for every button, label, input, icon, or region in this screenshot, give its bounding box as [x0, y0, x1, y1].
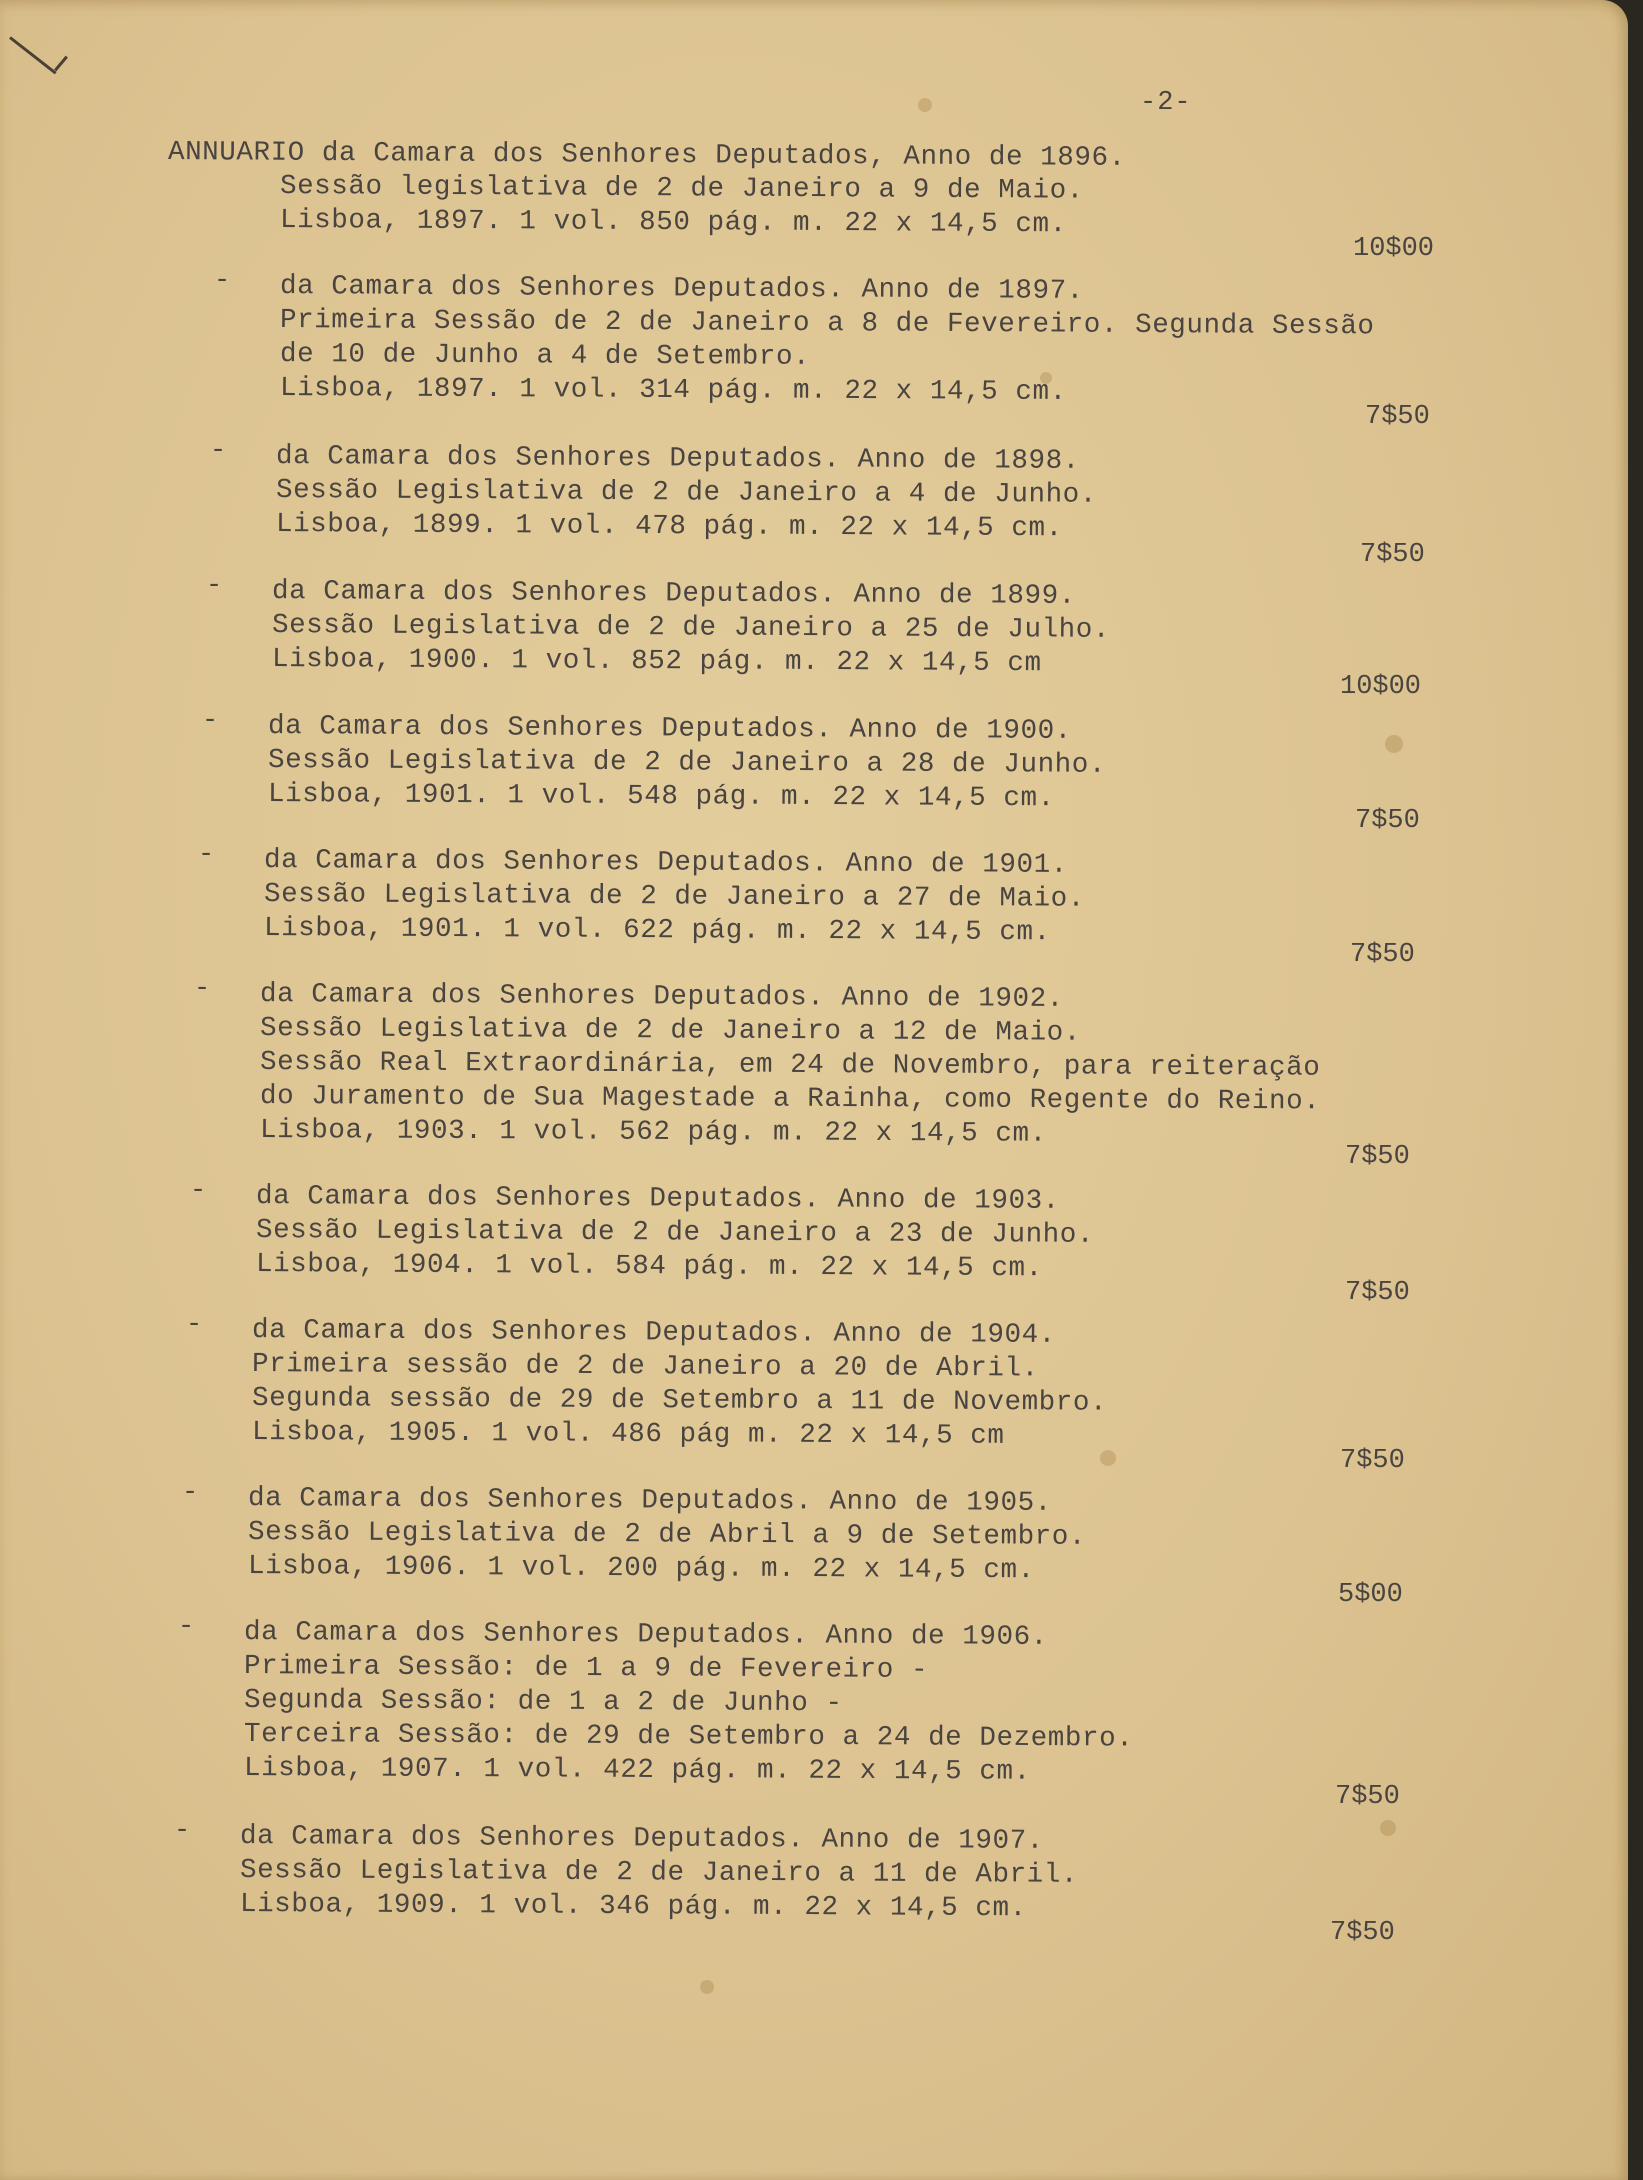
entry-detail-line: Lisboa, 1900. 1 vol. 852 pág. m. 22 x 14,5 cm — [271, 644, 1042, 680]
entry-detail-line: Lisboa, 1906. 1 vol. 200 pág. m. 22 x 14,5 cm. — [247, 1551, 1035, 1587]
entry-detail-line: Sessão Legislativa de 2 de Janeiro a 12 de Maio. — [259, 1013, 1082, 1049]
ditto-dash: - — [206, 571, 223, 601]
entry-detail-line: Primeira sessão de 2 de Janeiro a 20 de Abril. — [251, 1349, 1039, 1385]
entry-price: 7$50 — [1350, 940, 1415, 970]
entry-price: 7$50 — [1360, 540, 1425, 570]
entry-detail-line: Lisboa, 1907. 1 vol. 422 pág. m. 22 x 14,5 cm. — [243, 1753, 1031, 1788]
entry-title-line: da Camara dos Senhores Deputados. Anno de 1902. — [259, 979, 1064, 1015]
entry-detail-line: Lisboa, 1897. 1 vol. 314 pág. m. 22 x 14,5 cm. — [279, 373, 1067, 408]
entry-detail-line: Lisboa, 1901. 1 vol. 548 pág. m. 22 x 14,5 cm. — [267, 779, 1055, 815]
entry-detail-line: Terceira Sessão: de 29 de Setembro a 24 de Dezembro. — [243, 1719, 1134, 1755]
entry-title-line: da Camara dos Senhores Deputados. Anno de 1903. — [255, 1181, 1060, 1217]
entry-price: 7$50 — [1340, 1446, 1405, 1476]
entry-detail-line: Sessão Legislativa de 2 de Janeiro a 28 de Junho. — [267, 745, 1107, 781]
entry-title-line: da Camara dos Senhores Deputados. Anno de 1905. — [247, 1483, 1052, 1519]
entry-detail-line: Sessão Legislativa de 2 de Janeiro a 27 de Maio. — [263, 879, 1086, 915]
ditto-dash: - — [202, 706, 219, 736]
entry-detail-line: de 10 de Junho a 4 de Setembro. — [279, 339, 811, 373]
corner-fold-mark — [54, 56, 68, 72]
entry-detail-line: Sessão Legislativa de 2 de Janeiro a 23 de Junho. — [255, 1215, 1095, 1251]
entry-detail-line: Lisboa, 1899. 1 vol. 478 pág. m. 22 x 14,5 cm. — [275, 509, 1063, 545]
entry-title-line: da Camara dos Senhores Deputados. Anno de 1900. — [267, 711, 1072, 747]
ditto-dash: - — [214, 266, 231, 296]
entry-price: 10$00 — [1353, 234, 1435, 264]
entry-detail-line: Lisboa, 1901. 1 vol. 622 pág. m. 22 x 14,5 cm. — [263, 913, 1051, 949]
entry-title-line: da Camara dos Senhores Deputados. Anno de 1906. — [243, 1617, 1048, 1653]
entry-price: 7$50 — [1345, 1278, 1410, 1308]
entry-detail-line: Primeira Sessão de 2 de Janeiro a 8 de Fevereiro. Segunda Sessão — [279, 305, 1375, 343]
entry-detail-line: Segunda Sessão: de 1 a 2 de Junho - — [243, 1685, 843, 1720]
entry-price: 10$00 — [1340, 672, 1422, 702]
ditto-dash: - — [194, 974, 211, 1004]
entry-price: 7$50 — [1365, 402, 1430, 432]
page-number: -2- — [1140, 88, 1192, 118]
entry-detail-line: Lisboa, 1903. 1 vol. 562 pág. m. 22 x 14,5 cm. — [259, 1115, 1047, 1150]
ditto-dash: - — [186, 1310, 203, 1340]
ditto-dash: - — [174, 1816, 191, 1846]
ditto-dash: - — [210, 436, 227, 466]
entry-price: 7$50 — [1345, 1142, 1410, 1172]
entry-title-line: da Camara dos Senhores Deputados. Anno de 1898. — [275, 441, 1080, 477]
entry-detail-line: Sessão Legislativa de 2 de Abril a 9 de Setembro. — [247, 1517, 1087, 1553]
entry-title-line: da Camara dos Senhores Deputados. Anno de 1907. — [239, 1821, 1044, 1857]
entry-title-line: da Camara dos Senhores Deputados. Anno de 1899. — [271, 576, 1076, 612]
entry-detail-line: Segunda sessão de 29 de Setembro a 11 de Novembro. — [251, 1383, 1108, 1419]
entry-detail-line: Sessão Real Extraordinária, em 24 de Novembro, para reiteração — [259, 1047, 1321, 1084]
entry-title-line: da Camara dos Senhores Deputados. Anno de 1904. — [251, 1315, 1056, 1351]
entry-detail-line: Lisboa, 1897. 1 vol. 850 pág. m. 22 x 14,5 cm. — [279, 205, 1067, 241]
entry-detail-line: Sessão legislativa de 2 de Janeiro a 9 de Maio. — [279, 171, 1084, 207]
entry-detail-line: Lisboa, 1905. 1 vol. 486 pág m. 22 x 14,5 cm — [251, 1417, 1005, 1452]
stain — [700, 1980, 714, 1994]
entry-title-line: ANNUARIO da Camara dos Senhores Deputados, Anno de 1896. — [167, 137, 1126, 174]
stain — [1385, 735, 1403, 753]
ditto-dash: - — [198, 840, 215, 870]
entry-title-line: da Camara dos Senhores Deputados. Anno de 1901. — [263, 845, 1068, 881]
ditto-dash: - — [178, 1612, 195, 1642]
entry-detail-line: Lisboa, 1904. 1 vol. 584 pág. m. 22 x 14,5 cm. — [255, 1249, 1043, 1285]
entry-detail-line: Sessão Legislativa de 2 de Janeiro a 11 de Abril. — [239, 1855, 1079, 1891]
entry-detail-line: do Juramento de Sua Magestade a Rainha, como Regente do Reino. — [259, 1081, 1321, 1118]
entry-detail-line: Lisboa, 1909. 1 vol. 346 pág. m. 22 x 14,5 cm. — [239, 1889, 1027, 1925]
stain — [1100, 1450, 1116, 1466]
stain — [1380, 1820, 1396, 1836]
entry-price: 7$50 — [1330, 1918, 1395, 1948]
corner-fold-mark — [9, 36, 57, 74]
ditto-dash: - — [182, 1478, 199, 1508]
entry-price: 7$50 — [1355, 806, 1420, 836]
ditto-dash: - — [190, 1176, 207, 1206]
entry-price: 7$50 — [1335, 1782, 1400, 1812]
entry-price: 5$00 — [1338, 1580, 1403, 1610]
entry-detail-line: Sessão Legislativa de 2 de Janeiro a 25 de Julho. — [271, 610, 1111, 646]
stain — [918, 98, 932, 112]
entry-title-line: da Camara dos Senhores Deputados. Anno de 1897. — [279, 271, 1084, 307]
entry-detail-line: Sessão Legislativa de 2 de Janeiro a 4 de Junho. — [275, 475, 1098, 511]
entry-detail-line: Primeira Sessão: de 1 a 9 de Fevereiro - — [243, 1651, 929, 1686]
